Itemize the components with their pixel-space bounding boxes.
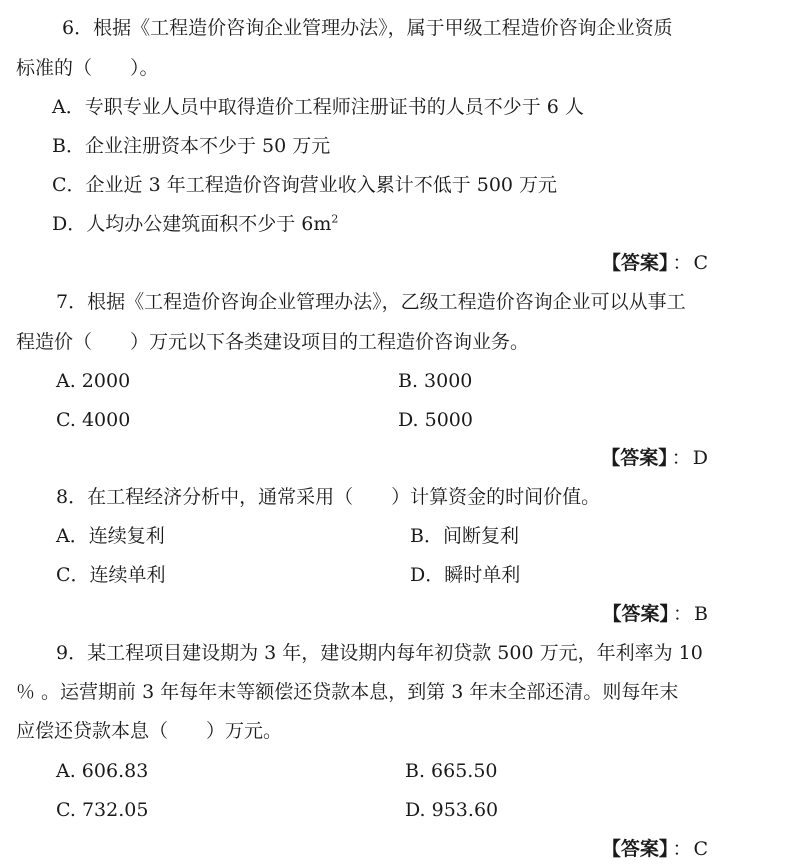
q8-answer-colon: ： — [673, 603, 693, 625]
q6-stem-line1: 6．根据《工程造价咨询企业管理办法》，属于甲级工程造价咨询企业资质 — [62, 17, 673, 39]
q6-answer-colon: ： — [672, 252, 692, 274]
q7-answer-value: D — [692, 447, 708, 469]
q9-option-c: C. 732.05 — [56, 799, 149, 821]
q6-option-d-superscript: 2 — [331, 212, 339, 226]
q6-option-b: B．企业注册资本不少于 50 万元 — [52, 135, 331, 157]
q8-answer — [603, 602, 709, 626]
q7-stem-line2: 程造价（ ）万元以下各类建设项目的工程造价咨询业务。 — [16, 331, 530, 353]
q8-answer-value: B — [694, 603, 708, 625]
q9-option-a: A. 606.83 — [56, 760, 149, 782]
q6-stem-line2: 标准的（ ）。 — [16, 57, 159, 79]
q9-answer-colon: ： — [672, 838, 692, 860]
q9-answer-value: C — [693, 838, 708, 860]
q8-answer-tag: 【答案】 — [602, 603, 670, 625]
q9-stem-line2: ％ 。运营期前 3 年每年末等额偿还贷款本息，到第 3 年末全部还清。则每年末 — [16, 681, 679, 703]
q6-option-d — [52, 212, 338, 236]
q8-stem-line1: 8．在工程经济分析中，通常采用（ ）计算资金的时间价值。 — [56, 486, 601, 508]
q8-option-b: B．间断复利 — [410, 525, 519, 547]
q8-option-c: C．连续单利 — [56, 564, 166, 586]
q9-option-d: D. 953.60 — [405, 799, 499, 821]
q7-option-c: C. 4000 — [56, 409, 131, 431]
q7-option-a: A. 2000 — [56, 370, 131, 392]
q7-answer — [601, 446, 708, 470]
q6-answer — [602, 251, 708, 275]
q6-option-c: C．企业近 3 年工程造价咨询营业收入累计不低于 500 万元 — [52, 174, 558, 196]
q9-answer-tag: 【答案】 — [601, 838, 669, 860]
q7-option-d: D. 5000 — [398, 409, 473, 431]
q8-option-d: D．瞬时单利 — [410, 564, 521, 586]
q8-option-a: A．连续复利 — [56, 525, 165, 547]
q6-answer-value: C — [693, 252, 708, 274]
q9-option-b: B. 665.50 — [405, 760, 498, 782]
q9-answer — [602, 837, 708, 861]
q6-answer-tag: 【答案】 — [601, 252, 669, 274]
q7-stem-line1: 7．根据《工程造价咨询企业管理办法》，乙级工程造价咨询企业可以从事工 — [56, 291, 686, 313]
q7-answer-tag: 【答案】 — [601, 447, 668, 469]
q7-option-b: B. 3000 — [398, 370, 473, 392]
q7-answer-colon: ： — [671, 447, 691, 469]
q6-option-a: A．专职专业人员中取得造价工程师注册证书的人员不少于 6 人 — [52, 96, 584, 118]
q6-option-d-text: D．人均办公建筑面积不少于 6m — [52, 213, 332, 235]
q9-stem-line3: 应偿还贷款本息（ ）万元。 — [16, 720, 283, 742]
q9-stem-line1: 9．某工程项目建设期为 3 年，建设期内每年初贷款 500 万元，年利率为 10 — [56, 642, 703, 664]
